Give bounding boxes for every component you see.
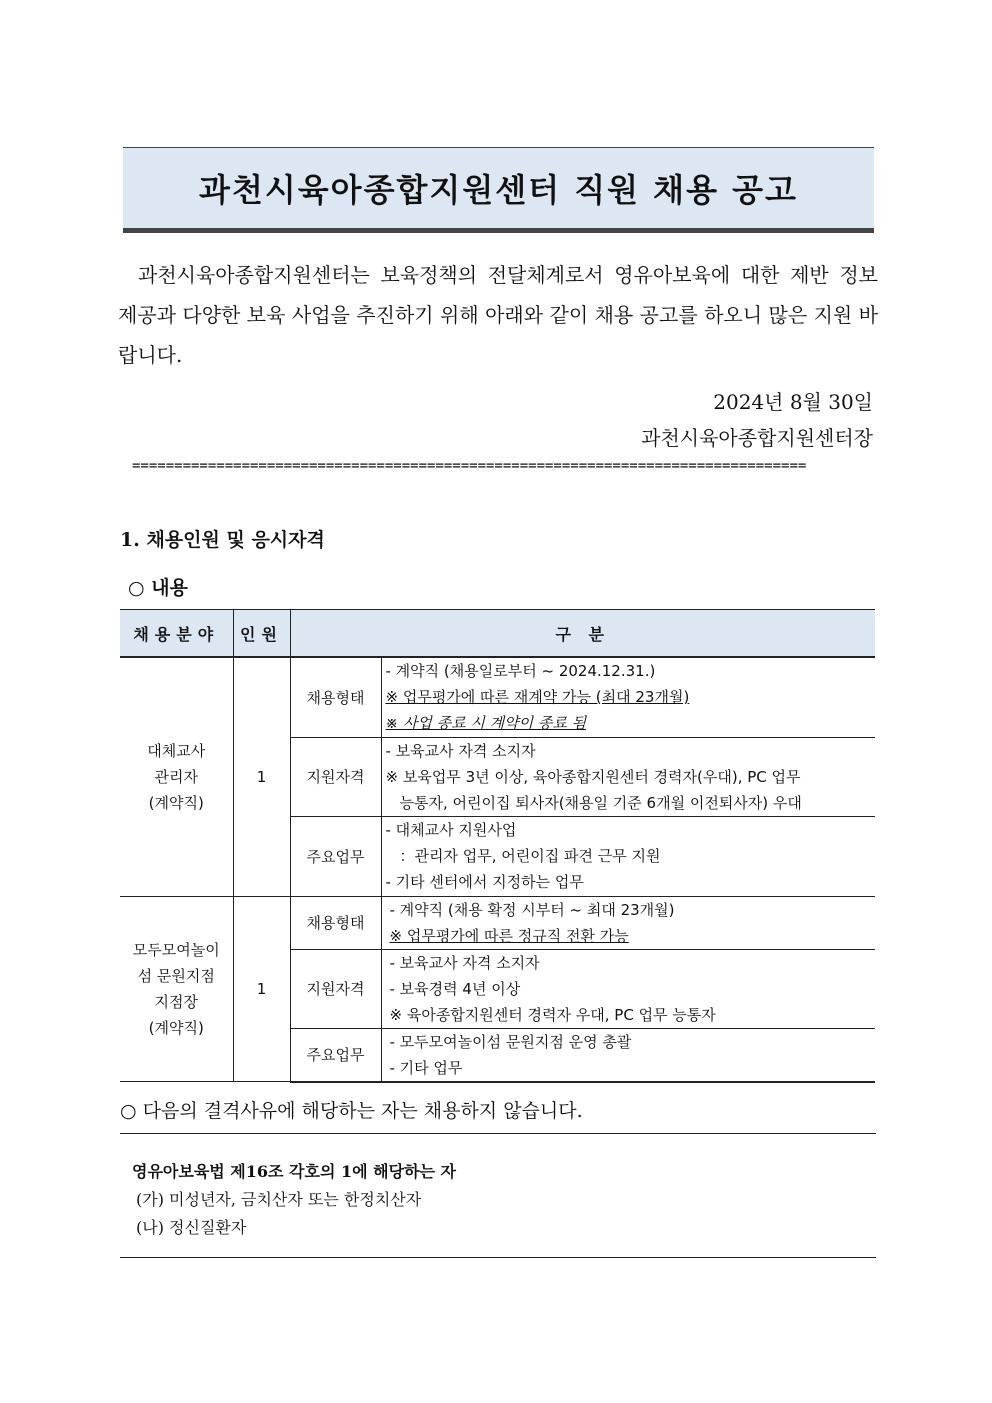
qualification-detail	[381, 949, 875, 1028]
position-count: 1	[233, 657, 290, 896]
detail-line: - 기타 센터에서 지정하는 업무	[385, 873, 584, 891]
section-heading: 1. 채용인원 및 응시자격	[120, 529, 325, 551]
category-label: 채용형태	[290, 896, 381, 949]
position-count: 1	[233, 896, 290, 1082]
intro-text: 과천시육아종합지원센터는 보육정책의 전달체계로서 영유아보육에 대한 제반 정보 제공과 다양한 보육 사업을 추진하기 위해 아래와 같이 채용 공고를 하오니 많은 지원 바랍니다.	[118, 263, 878, 367]
recruitment-table	[120, 609, 875, 1083]
field-line: 관리자	[154, 767, 198, 786]
position-field	[120, 896, 233, 1082]
detail-line: - 보육교사 자격 소지자	[389, 953, 540, 972]
list-item: (나) 정신질환자	[136, 1218, 247, 1237]
table-header-row	[120, 610, 875, 658]
field-line: 지점장	[154, 992, 198, 1011]
category-label: 주요업무	[290, 1028, 381, 1082]
law-reference: 영유아보육법 제16조 각호의 1에 해당하는 자	[132, 1162, 457, 1181]
field-line: 섬 문원지점	[137, 966, 215, 985]
detail-line: - 보육경력 4년 이상	[389, 979, 521, 998]
detail-line: - 보육교사 자격 소지자	[385, 741, 536, 760]
detail-line: ※ 육아종합지원센터 경력자 우대, PC 업무 능통자	[389, 1005, 716, 1024]
table-row	[120, 896, 875, 949]
announcement-date: 2024년 8월 30일	[713, 390, 873, 414]
qualification-detail	[381, 737, 875, 816]
issuer: 과천시육아종합지원센터장	[641, 426, 873, 450]
field-line: 모두모여놀이	[132, 940, 220, 959]
header-field: 채용분야	[120, 610, 233, 658]
disqualification-box	[120, 1133, 876, 1258]
detail-line: - 기타 업무	[389, 1058, 463, 1077]
duties-detail	[381, 1028, 875, 1082]
employment-type-detail	[381, 896, 875, 949]
title-banner	[123, 147, 874, 233]
employment-type-detail	[381, 657, 875, 737]
intro-paragraph	[118, 255, 878, 375]
detail-line: ※ 보육업무 3년 이상, 육아종합지원센터 경력자(우대), PC 업무	[385, 767, 801, 786]
position-field	[120, 657, 233, 896]
field-line: (계약직)	[148, 1018, 204, 1037]
detail-line: ※ 업무평가에 따른 정규직 전환 가능	[389, 926, 629, 945]
detail-line: 능통자, 어린이집 퇴사자(채용일 기준 6개월 이전퇴사자) 우대	[399, 793, 802, 812]
separator-line: ================================================================================	[132, 458, 807, 474]
header-category: 구 분	[290, 610, 875, 658]
detail-line: - 모두모여놀이섬 문원지점 운영 총괄	[389, 1032, 632, 1051]
category-label: 채용형태	[290, 657, 381, 737]
category-label: 지원자격	[290, 949, 381, 1028]
field-line: (계약직)	[148, 793, 204, 812]
detail-line: ：관리자 업무, 어린이집 파견 근무 지원	[399, 847, 661, 865]
list-item: (가) 미성년자, 금치산자 또는 한정치산자	[136, 1190, 422, 1209]
header-count: 인원	[233, 610, 290, 658]
detail-line: - 대체교사 지원사업	[385, 821, 517, 839]
category-label: 주요업무	[290, 816, 381, 896]
page-title: 과천시육아종합지원센터 직원 채용 공고	[199, 171, 798, 209]
subheading: ○ 내용	[128, 577, 188, 599]
category-label: 지원자격	[290, 737, 381, 816]
field-line: 대체교사	[147, 741, 206, 760]
duties-detail	[381, 816, 875, 896]
disqualification-notice: ○ 다음의 결격사유에 해당하는 자는 채용하지 않습니다.	[120, 1100, 583, 1122]
table-row	[120, 657, 875, 737]
detail-line: - 계약직 (채용일로부터 ~ 2024.12.31.)	[385, 662, 656, 681]
detail-line: - 계약직 (채용 확정 시부터 ~ 최대 23개월)	[389, 900, 675, 919]
detail-line: ※ 사업 종료 시 계약이 종료 됨	[385, 714, 587, 733]
detail-line: ※ 업무평가에 따른 재계약 가능 (최대 23개월)	[385, 688, 690, 707]
